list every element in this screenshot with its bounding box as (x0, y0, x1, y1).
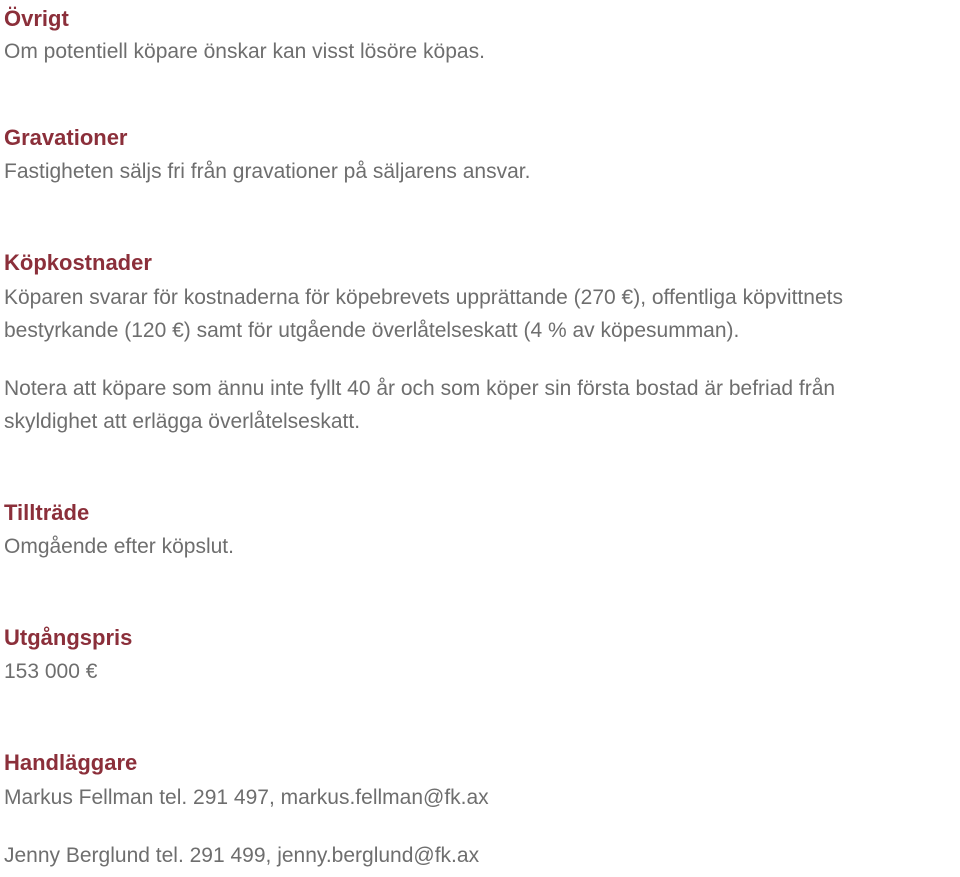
text-ovrigt: Om potentiell köpare önskar kan visst lösöre köpas. (4, 40, 485, 63)
text-kopkostnader-note1: Notera att köpare som ännu inte fyllt 40 år och som köper sin första bostad är befriad från (4, 377, 836, 400)
text-tilltrade: Omgående efter köpslut. (4, 535, 234, 558)
heading-utgangspris: Utgångspris (4, 625, 133, 650)
text-contact-markus: Markus Fellman tel. 291 497, markus.fellman@fk.ax (4, 786, 489, 809)
text-kopkostnader-note2: skyldighet att erlägga överlåtelseskatt. (4, 410, 361, 433)
heading-gravationer: Gravationer (4, 125, 128, 150)
heading-kopkostnader: Köpkostnader (4, 250, 152, 275)
text-kopkostnader-line2: bestyrkande (120 €) samt för utgående överlåtelseskatt (4 % av köpesumman). (4, 319, 740, 342)
text-utgangspris: 153 000 € (4, 660, 98, 683)
heading-handlaggare: Handläggare (4, 750, 138, 775)
text-contact-jenny: Jenny Berglund tel. 291 499, jenny.berglund@fk.ax (4, 844, 480, 867)
heading-tilltrade: Tillträde (4, 500, 90, 525)
text-gravationer: Fastigheten säljs fri från gravationer på säljarens ansvar. (4, 160, 531, 183)
text-kopkostnader-line1: Köparen svarar för kostnaderna för köpebrevets upprättande (270 €), offentliga köpvittnets (4, 286, 843, 309)
heading-ovrigt: Övrigt (4, 6, 69, 31)
